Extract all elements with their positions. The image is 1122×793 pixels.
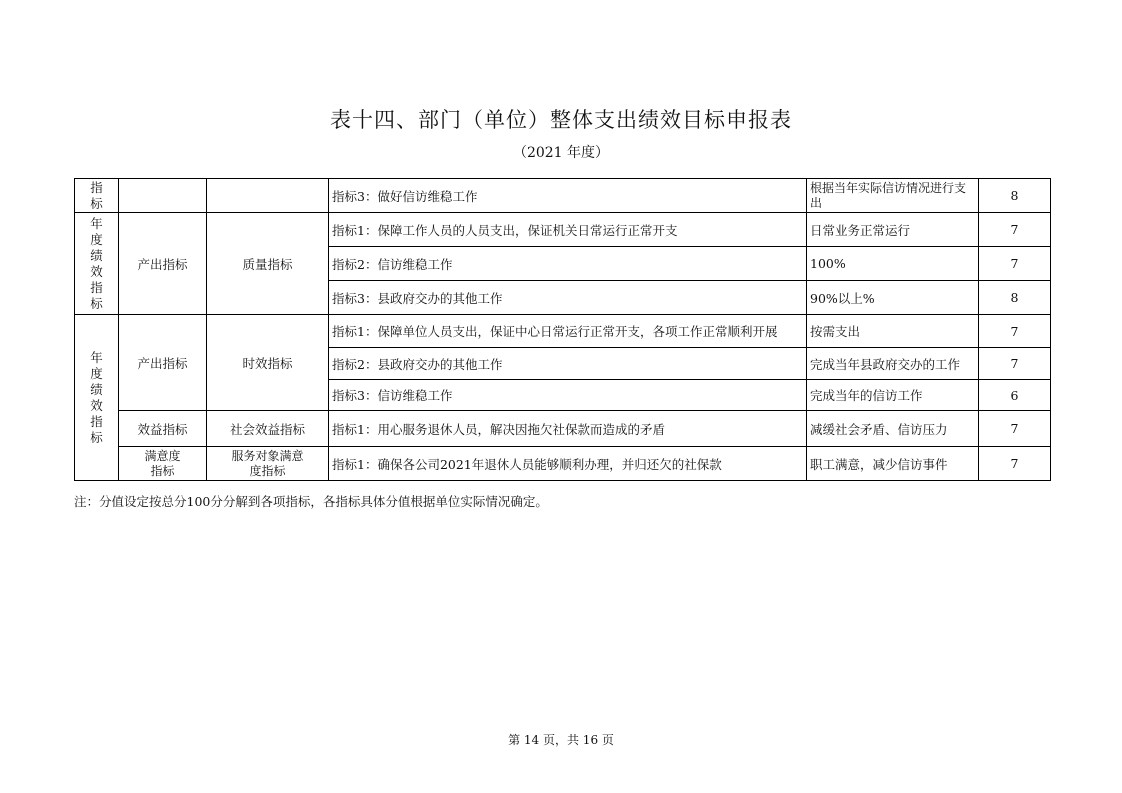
table-row [75,315,1051,348]
level1-cell [119,179,207,213]
value-cell: 完成当年的信访工作 [807,380,979,411]
level1-cell: 效益指标 [119,411,207,447]
value-cell: 减缓社会矛盾、信访压力 [807,411,979,447]
table-row [75,179,1051,213]
indicator-cell: 指标1：用心服务退休人员，解决因拖欠社保款而造成的矛盾 [329,411,807,447]
table-row [75,213,1051,247]
indicator-cell: 指标1：保障单位人员支出，保证中心日常运行正常开支，各项工作正常顺利开展 [329,315,807,348]
score-cell: 7 [979,411,1051,447]
value-cell: 90%以上% [807,281,979,315]
score-cell: 7 [979,447,1051,481]
score-cell: 7 [979,315,1051,348]
table-row [75,411,1051,447]
value-cell: 完成当年县政府交办的工作 [807,348,979,380]
indicator-cell: 指标1：确保各公司2021年退休人员能够顺利办理，并归还欠的社保款 [329,447,807,481]
score-cell: 8 [979,281,1051,315]
value-cell: 日常业务正常运行 [807,213,979,247]
performance-table [74,178,1051,481]
indicator-cell: 指标1：保障工作人员的人员支出，保证机关日常运行正常开支 [329,213,807,247]
level2-cell: 服务对象满意度指标 [207,447,329,481]
level2-cell: 质量指标 [207,213,329,315]
score-cell: 6 [979,380,1051,411]
indicator-cell: 指标3：县政府交办的其他工作 [329,281,807,315]
table-row [75,447,1051,481]
score-cell: 7 [979,213,1051,247]
group-label-indicator: 指标 [75,179,119,213]
level1-cell: 产出指标 [119,315,207,411]
page-title: 表十四、部门（单位）整体支出绩效目标申报表 [330,108,792,132]
value-cell: 按需支出 [807,315,979,348]
value-cell: 职工满意，减少信访事件 [807,447,979,481]
table-note: 注：分值设定按总分100分分解到各项指标，各指标具体分值根据单位实际情况确定。 [74,494,548,509]
score-cell: 7 [979,348,1051,380]
page-footer: 第 14 页，共 16 页 [508,733,614,747]
page-subtitle: （2021 年度） [512,145,610,161]
level1-cell: 产出指标 [119,213,207,315]
score-cell: 7 [979,247,1051,281]
group-label-annual: 年度绩效指标 [75,213,119,315]
score-cell: 8 [979,179,1051,213]
level1-cell: 满意度指标 [119,447,207,481]
level2-cell: 时效指标 [207,315,329,411]
indicator-cell: 指标2：县政府交办的其他工作 [329,348,807,380]
group-label-annual: 年度绩效指标 [75,315,119,481]
indicator-cell: 指标3：信访维稳工作 [329,380,807,411]
value-cell: 100% [807,247,979,281]
indicator-cell: 指标3：做好信访维稳工作 [329,179,807,213]
value-cell: 根据当年实际信访情况进行支出 [807,179,979,213]
level2-cell: 社会效益指标 [207,411,329,447]
level2-cell [207,179,329,213]
indicator-cell: 指标2：信访维稳工作 [329,247,807,281]
